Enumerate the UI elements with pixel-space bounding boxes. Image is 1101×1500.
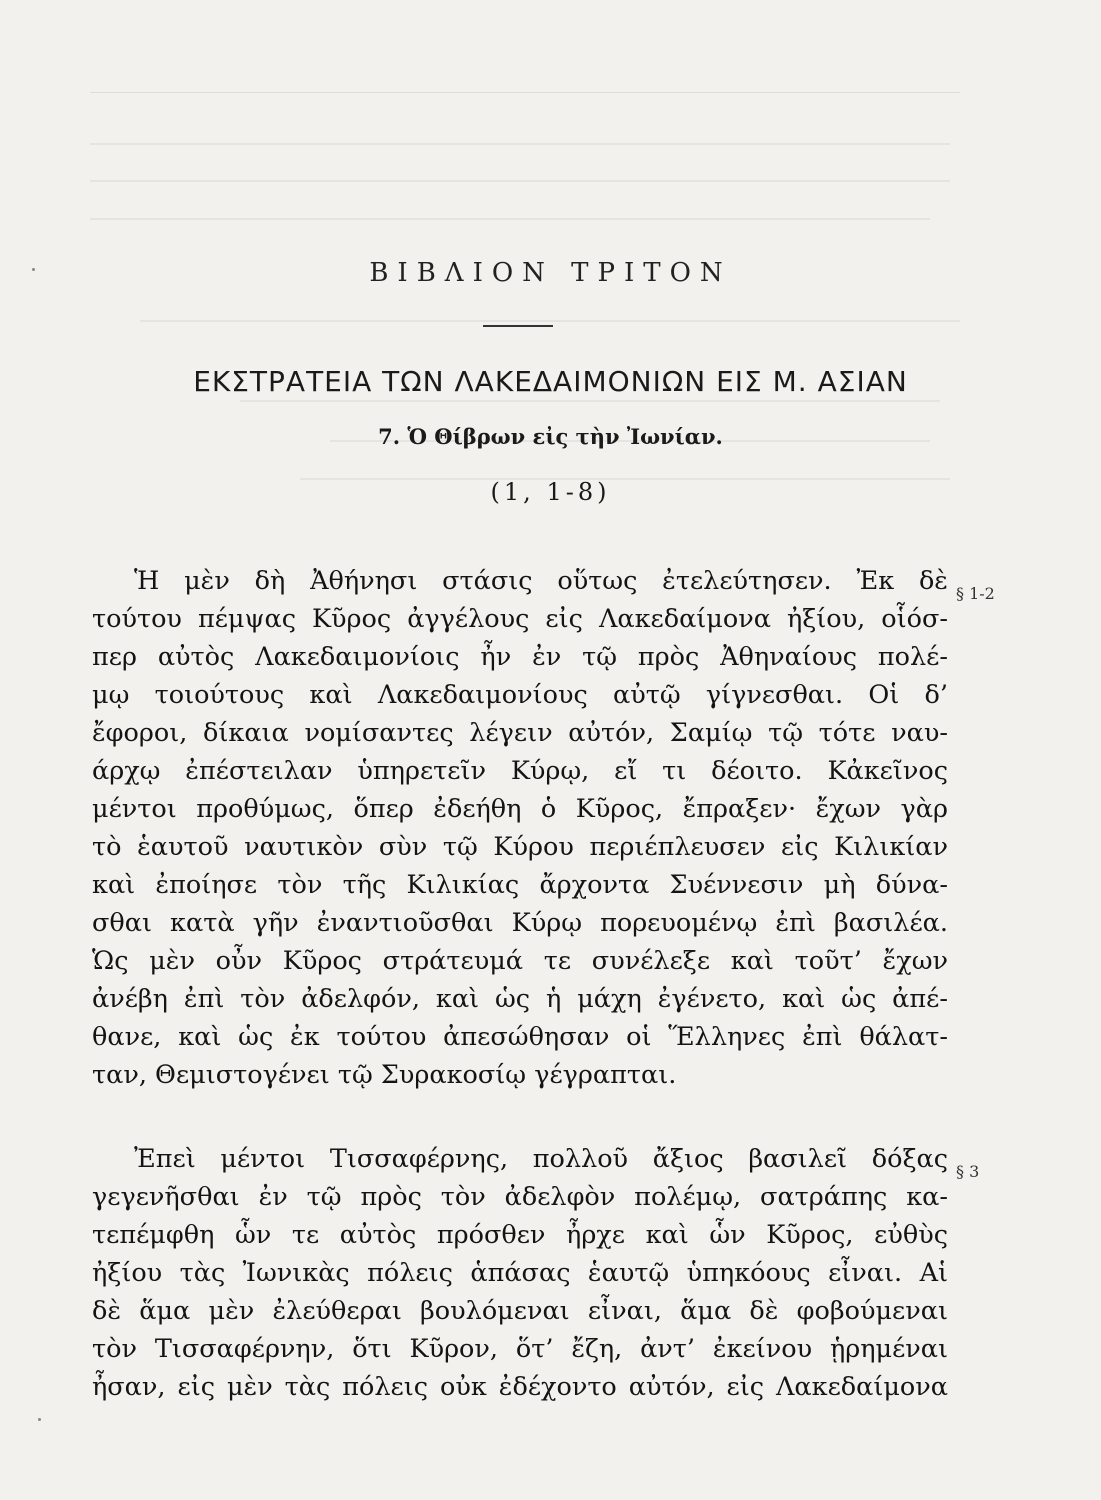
title-rule: [483, 325, 553, 327]
margin-section-note: § 3: [956, 1162, 980, 1181]
body-text-line: τούτου πέμψας Κῦρος ἀγγέλους εἰς Λακεδαίμονα ἠξίου, οἷόσ-: [92, 604, 948, 634]
body-text-line: ἔφοροι, δίκαια νομίσαντες λέγειν αὐτόν, Σαμίῳ τῷ τότε ναυ-: [92, 718, 948, 748]
body-text-line: καὶ ἐποίησε τὸν τῆς Κιλικίας ἄρχοντα Συέννεσιν μὴ δύνα-: [92, 870, 948, 900]
body-text-line: Ἡ μὲν δὴ Ἀθήνησι στάσις οὕτως ἐτελεύτησεν. Ἐκ δὲ: [134, 566, 948, 596]
body-text-line: τεπέμφθη ὧν τε αὐτὸς πρόσθεν ἦρχε καὶ ὧν Κῦρος, εὐθὺς: [92, 1220, 948, 1250]
section-title: 7. Ὁ Θίβρων εἰς τὴν Ἰωνίαν.: [378, 424, 723, 449]
bleed-through-line: [90, 143, 950, 145]
body-text-line: ἀνέβη ἐπὶ τὸν ἀδελφόν, καὶ ὡς ἡ μάχη ἐγένετο, καὶ ὡς ἀπέ-: [92, 984, 948, 1014]
body-text-line: περ αὐτὸς Λακεδαιμονίοις ἦν ἐν τῷ πρὸς Ἀθηναίους πολέ-: [92, 642, 948, 672]
body-text-line: δὲ ἅμα μὲν ἐλεύθεραι βουλόμεναι εἶναι, ἅμα δὲ φοβούμεναι: [92, 1296, 948, 1326]
body-text-line: Ὡς μὲν οὖν Κῦρος στράτευμά τε συνέλεξε καὶ τοῦτ’ ἔχων: [92, 946, 948, 976]
section-reference: (1, 1-8): [490, 478, 611, 506]
book-title: ΒΙΒΛΙΟΝ ΤΡΙΤΟΝ: [369, 258, 732, 288]
bleed-through-line: [140, 320, 960, 322]
body-text-line: σθαι κατὰ γῆν ἐναντιοῦσθαι Κύρῳ πορευομένῳ ἐπὶ βασιλέα.: [92, 908, 948, 938]
margin-speck: [38, 1418, 41, 1421]
bleed-through-rule: [90, 92, 960, 93]
body-text-line: ἦσαν, εἰς μὲν τὰς πόλεις οὐκ ἐδέχοντο αὐτόν, εἰς Λακεδαίμονα: [92, 1372, 948, 1402]
margin-section-note: § 1-2: [956, 584, 995, 603]
body-text-line: μέντοι προθύμως, ὅπερ ἐδεήθη ὁ Κῦρος, ἔπραξεν· ἔχων γὰρ: [92, 794, 948, 824]
body-text-line: ἠξίου τὰς Ἰωνικὰς πόλεις ἁπάσας ἑαυτῷ ὑπηκόους εἶναι. Αἱ: [92, 1258, 948, 1288]
bleed-through-line: [90, 218, 930, 220]
body-text-line: άρχῳ ἐπέστειλαν ὑπηρετεῖν Κύρῳ, εἴ τι δέοιτο. Κἀκεῖνος: [92, 756, 948, 786]
bleed-through-line: [90, 180, 950, 182]
body-text-line: τὸν Τισσαφέρνην, ὅτι Κῦρον, ὅτ’ ἔζη, ἀντ’ ἐκείνου ᾑρημέναι: [92, 1334, 948, 1364]
body-text-line: μῳ τοιούτους καὶ Λακεδαιμονίους αὐτῷ γίγνεσθαι. Οἱ δ’: [92, 680, 948, 710]
chapter-heading: ΕΚΣΤΡΑΤΕΙΑ ΤΩΝ ΛΑΚΕΔΑΙΜΟΝΙΩΝ ΕΙΣ Μ. ΑΣΙΑΝ: [193, 365, 908, 398]
body-text-line: τὸ ἑαυτοῦ ναυτικὸν σὺν τῷ Κύρου περιέπλευσεν εἰς Κιλικίαν: [92, 832, 948, 862]
body-text-line: θανε, καὶ ὡς ἐκ τούτου ἀπεσώθησαν οἱ Ἕλληνες ἐπὶ θάλατ-: [92, 1022, 948, 1052]
body-text-line: Ἐπεὶ μέντοι Τισσαφέρνης, πολλοῦ ἄξιος βασιλεῖ δόξας: [134, 1144, 948, 1174]
bleed-through-line: [240, 400, 940, 402]
body-text-line: γεγενῆσθαι ἐν τῷ πρὸς τὸν ἀδελφὸν πολέμῳ, σατράπης κα-: [92, 1182, 948, 1212]
body-text-line: ταν, Θεμιστογένει τῷ Συρακοσίῳ γέγραπται.: [92, 1060, 677, 1090]
